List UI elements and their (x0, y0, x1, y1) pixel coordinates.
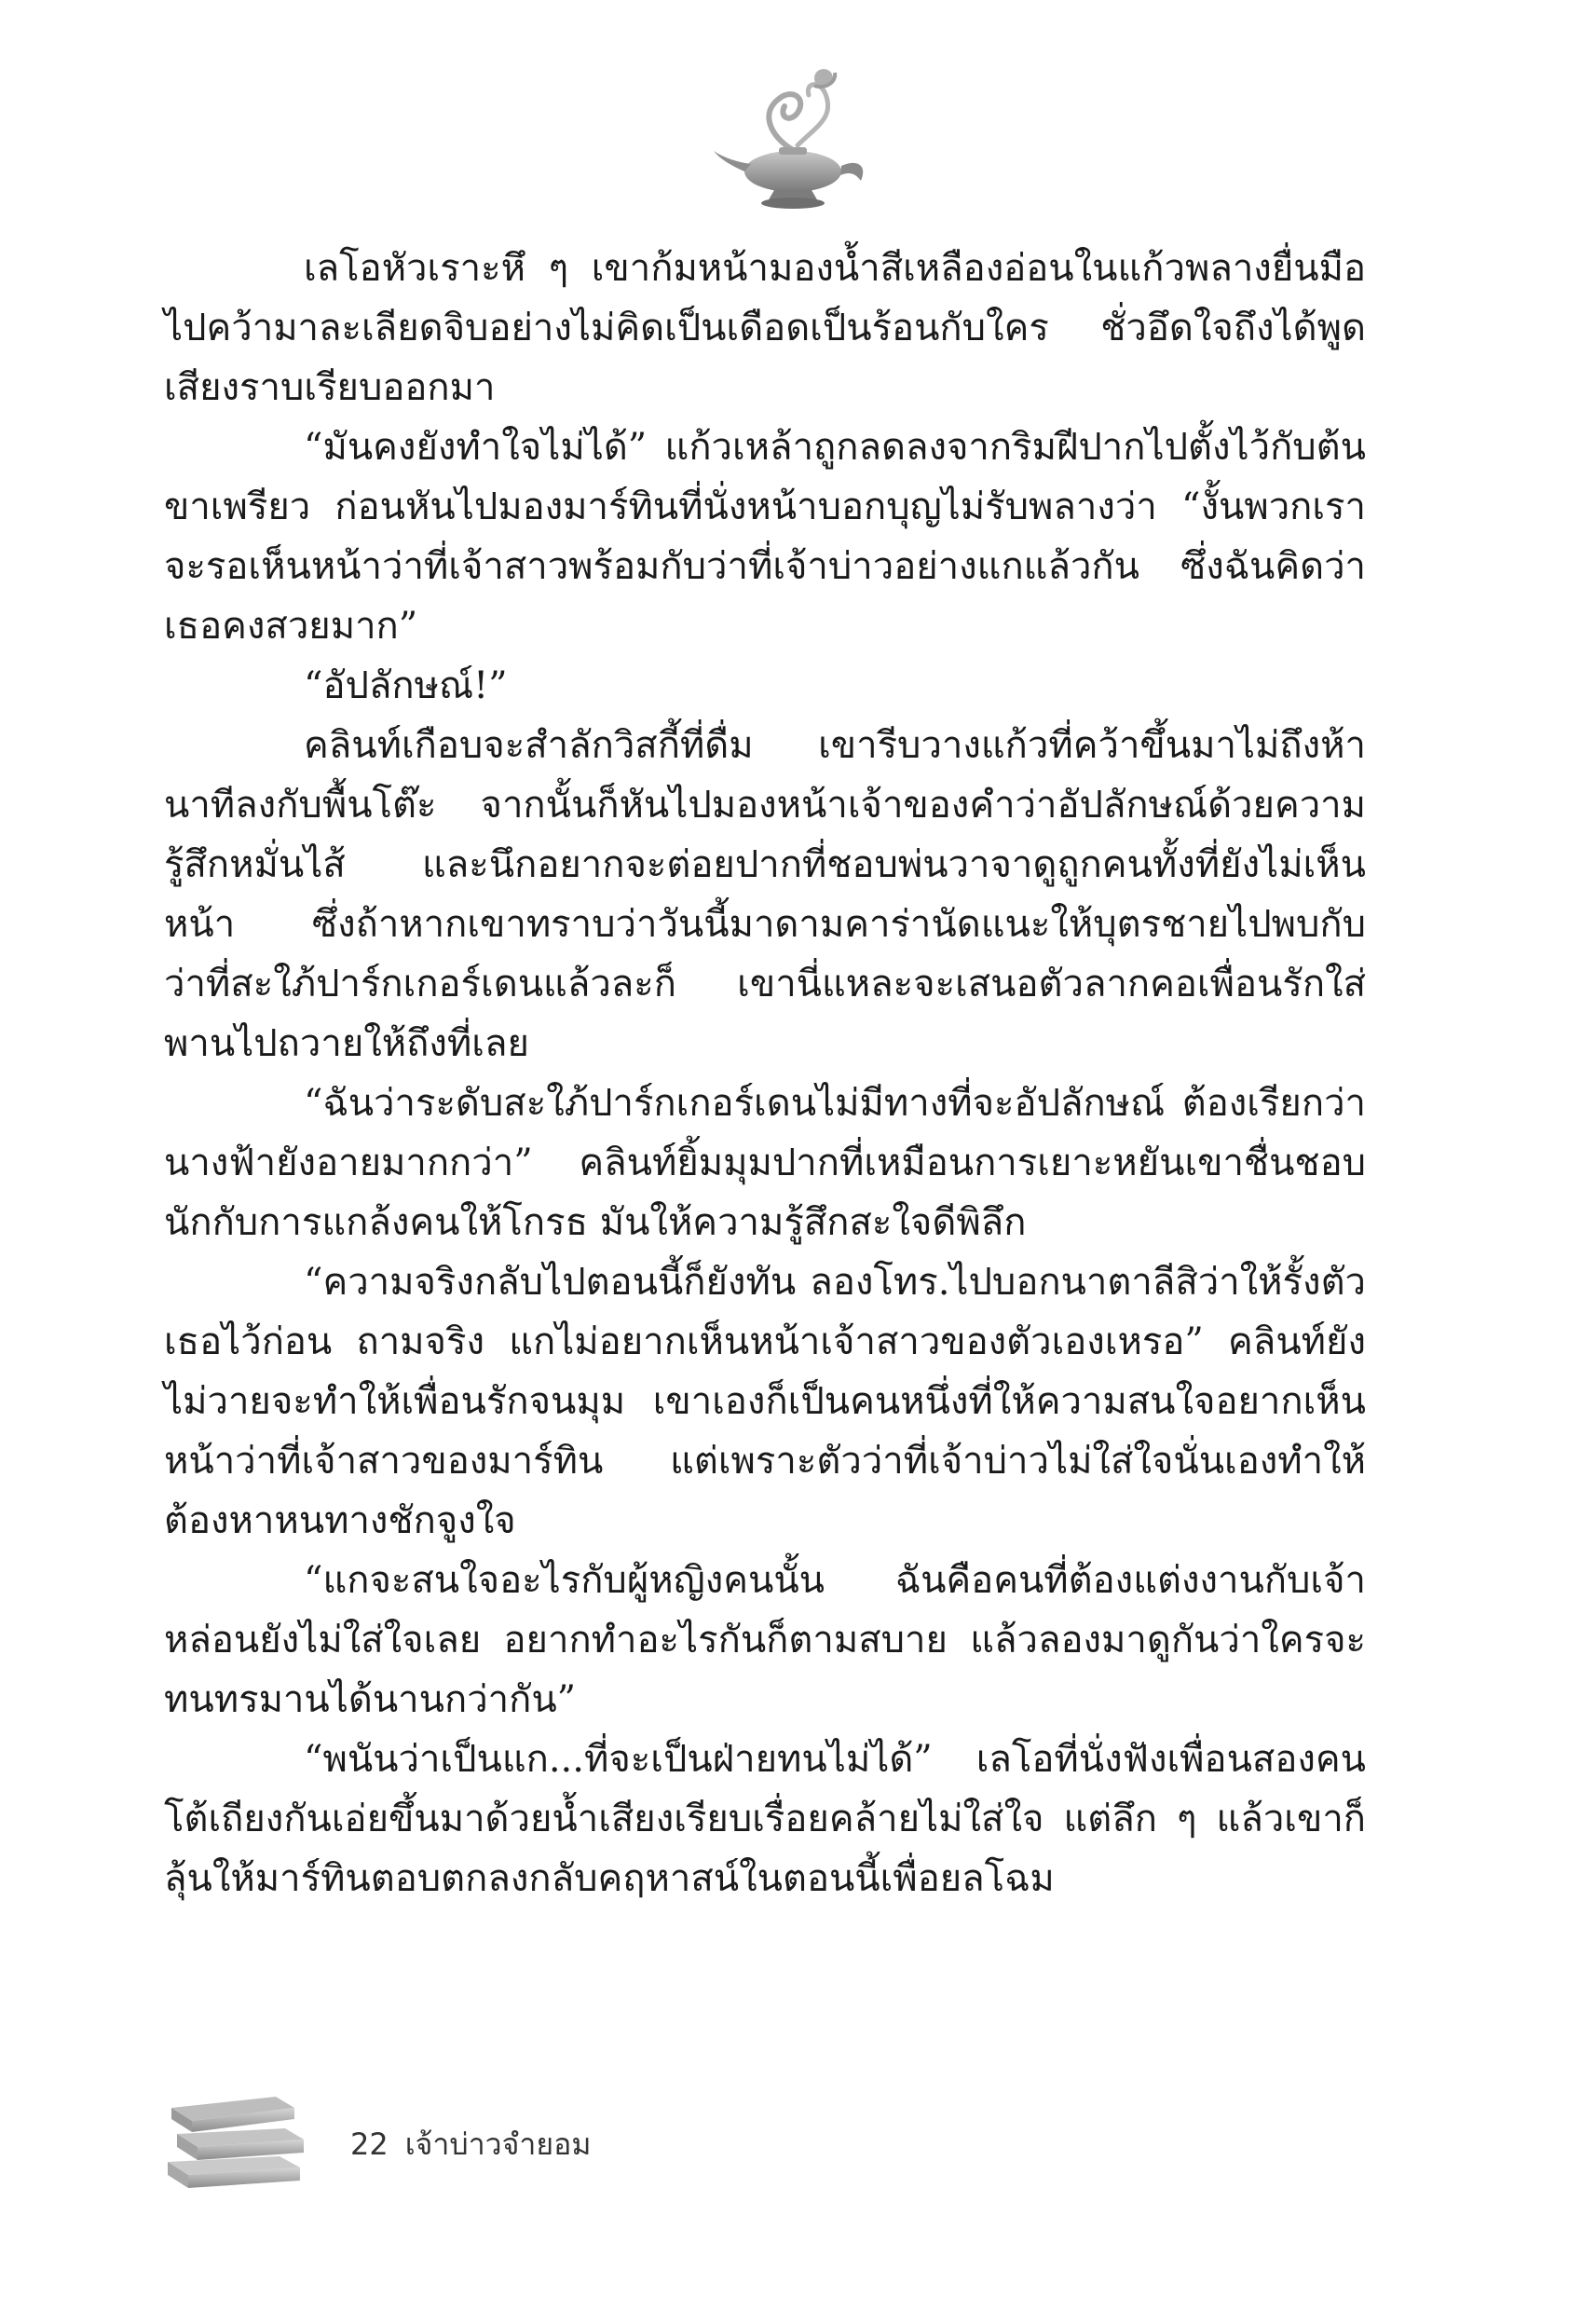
paragraph: “ฉันว่าระดับสะใภ้ปาร์กเกอร์เดนไม่มีทางที่จะอัปลักษณ์ ต้องเรียกว่านางฟ้ายังอายมากกว่า” คลินท์ยิ้มมุมปากที่เหมือนการเยาะหยันเขาชื่นชอบนักกับการแกล้งคนให้โกรธ มันให้ความรู้สึกสะใจดีพิลึก (164, 1082, 1366, 1244)
footer-caption (350, 2121, 607, 2168)
book-stack-icon (164, 2087, 313, 2190)
paragraph: “อัปลักษณ์!” (304, 664, 508, 707)
paragraph: “มันคงยังทำใจไม่ได้” แก้วเหล้าถูกลดลงจากริมฝีปากไปตั้งไว้กับต้นขาเพรียว ก่อนหันไปมองมาร์ทินที่นั่งหน้าบอกบุญไม่รับพลางว่า “งั้นพวกเราจะรอเห็นหน้าว่าที่เจ้าสาวพร้อมกับว่าที่เจ้าบ่าวอย่างแกแล้วกัน ซึ่งฉันคิดว่าเธอคงสวยมาก” (164, 426, 1366, 648)
paragraph: “แกจะสนใจอะไรกับผู้หญิงคนนั้น ฉันคือคนที่ต้องแต่งงานกับเจ้าหล่อนยังไม่ใส่ใจเลย อยากทำอะไรกันก็ตามสบาย แล้วลองมาดูกันว่าใครจะทนทรมานได้นานกว่ากัน” (164, 1559, 1366, 1721)
body-text (164, 239, 1366, 1908)
book-title: เจ้าบ่าวจำยอม (404, 2126, 592, 2162)
page-footer (164, 2087, 1366, 2199)
genie-lamp-icon (704, 62, 881, 220)
paragraph: “พนันว่าเป็นแก...ที่จะเป็นฝ่ายทนไม่ได้” เลโอที่นั่งฟังเพื่อนสองคนโต้เถียงกันเอ่ยขึ้นมาด้วยน้ำเสียงเรียบเรื่อยคล้ายไม่ใส่ใจ แต่ลึก ๆ แล้วเขาก็ลุ้นให้มาร์ทินตอบตกลงกลับคฤหาสน์ในตอนนี้เพื่อยลโฉม (164, 1738, 1366, 1900)
paragraph: เลโอหัวเราะหึ ๆ เขาก้มหน้ามองน้ำสีเหลืองอ่อนในแก้วพลางยื่นมือไปคว้ามาละเลียดจิบอย่างไม่คิดเป็นเดือดเป็นร้อนกับใคร ชั่วอึดใจถึงได้พูดเสียงราบเรียบออกมา (164, 247, 1366, 409)
page-number: 22 (350, 2126, 389, 2162)
paragraph: คลินท์เกือบจะสำลักวิสกี้ที่ดื่ม เขารีบวางแก้วที่คว้าขึ้นมาไม่ถึงห้านาทีลงกับพื้นโต๊ะ จากนั้นก็หันไปมองหน้าเจ้าของคำว่าอัปลักษณ์ด้วยความรู้สึกหมั่นไส้ และนึกอยากจะต่อยปากที่ชอบพ่นวาจาดูถูกคนทั้งที่ยังไม่เห็นหน้า ซึ่งถ้าหากเขาทราบว่าวันนี้มาดามคาร่านัดแนะให้บุตรชายไปพบกับว่าที่สะใภ้ปาร์กเกอร์เดนแล้วละก็ เขานี่แหละจะเสนอตัวลากคอเพื่อนรักใส่พานไปถวายให้ถึงที่เลย (164, 724, 1366, 1065)
paragraph: “ความจริงกลับไปตอนนี้ก็ยังทัน ลองโทร.ไปบอกนาตาลีสิว่าให้รั้งตัวเธอไว้ก่อน ถามจริง แกไม่อยากเห็นหน้าเจ้าสาวของตัวเองเหรอ” คลินท์ยังไม่วายจะทำให้เพื่อนรักจนมุม เขาเองก็เป็นคนหนึ่งที่ให้ความสนใจอยากเห็นหน้าว่าที่เจ้าสาวของมาร์ทิน แต่เพราะตัวว่าที่เจ้าบ่าวไม่ใส่ใจนั่นเองทำให้ต้องหาหนทางชักจูงใจ (164, 1261, 1366, 1542)
